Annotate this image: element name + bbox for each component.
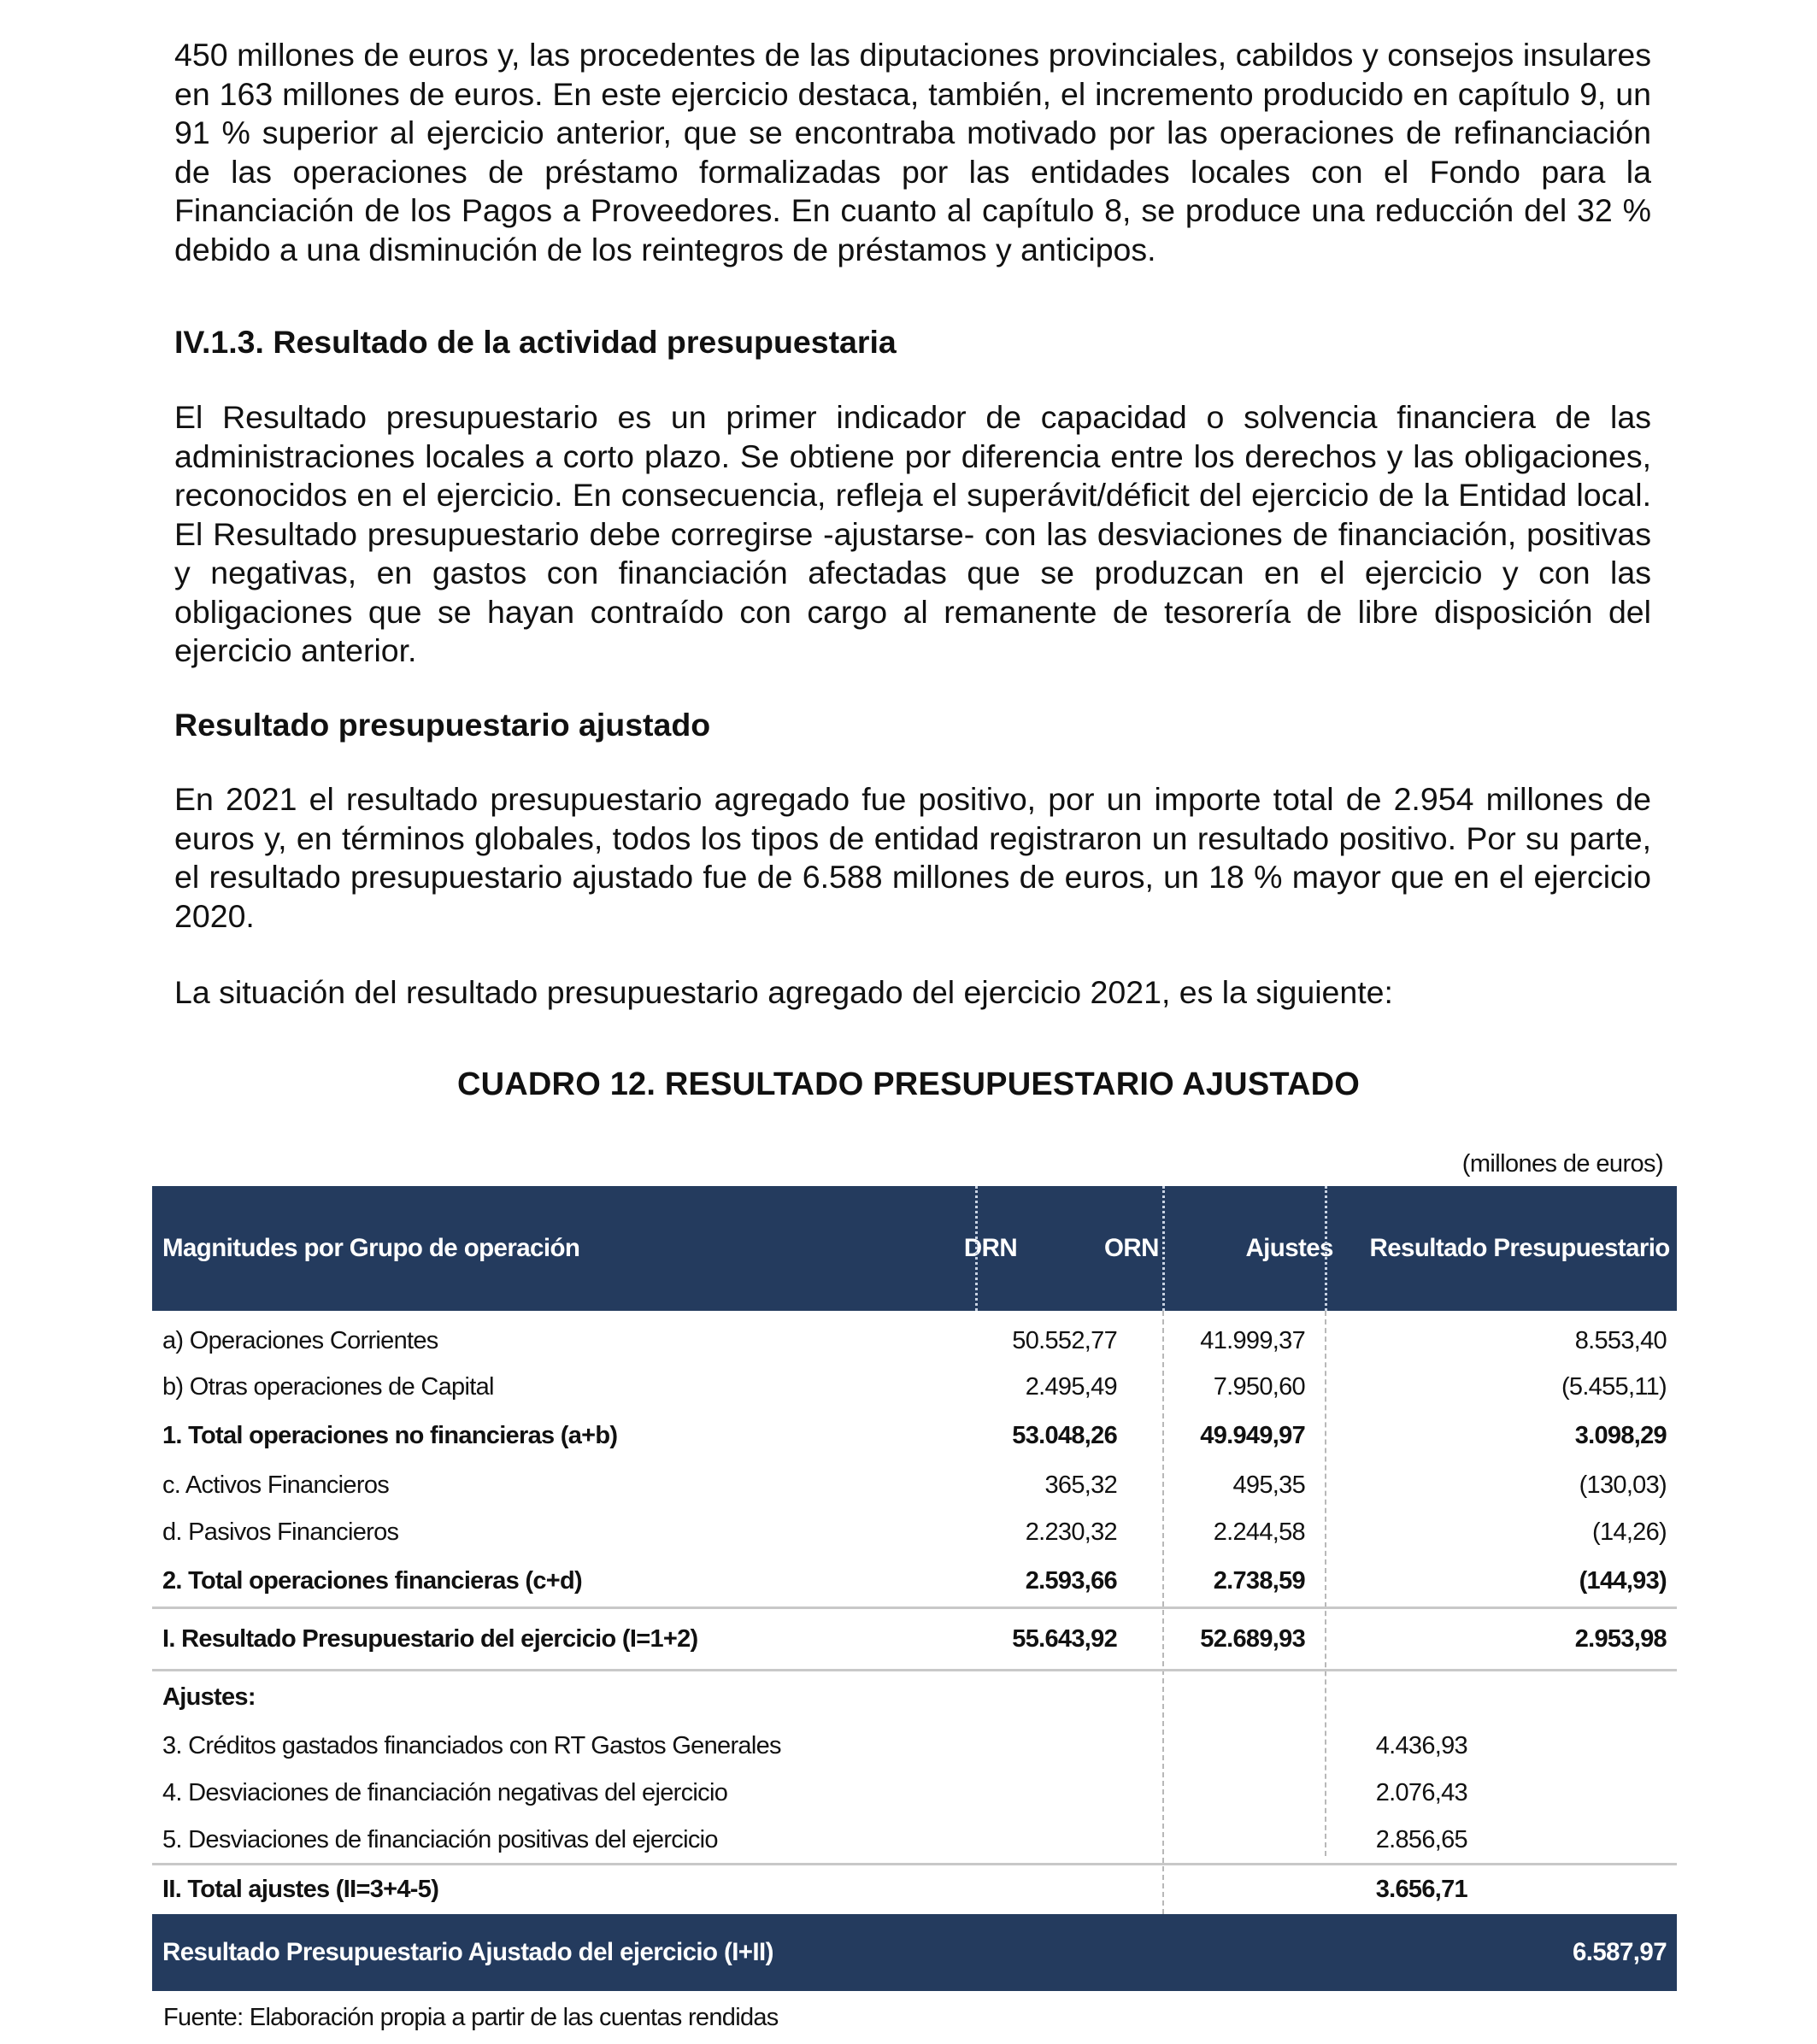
row-ajustes (1315, 1318, 1478, 1364)
row-drn: 2.495,49 (1025, 1372, 1117, 1401)
row-ajustes (1315, 1364, 1478, 1410)
table-row-total (152, 1555, 1677, 1606)
header-separator (1162, 1186, 1165, 1311)
row-label: Ajustes: (162, 1683, 256, 1711)
header-magnitudes: Magnitudes por Grupo de operación (162, 1234, 580, 1262)
subsection-heading: Resultado presupuestario ajustado (174, 707, 711, 743)
row-orn (1127, 1769, 1315, 1817)
paragraph-1: 450 millones de euros y, las procedentes de las diputaciones provinciales, cabildos y consejos insulares en 163 millones de euros. En este ejercicio destaca, también, el incremento producido en capítulo 9, un 91 % superior al ejercicio anterior, que se encontraba motivado por las operaciones de refinanciación de las operaciones de préstamo formalizadas por las entidades locales con el Fondo para la Financiación de los Pagos a Proveedores. En cuanto al capítulo 8, se produce una reducción del 32 % debido a una disminución de los reintegros de préstamos y anticipos. (174, 37, 1651, 267)
row-resultado: 2.953,98 (1574, 1624, 1667, 1653)
row-label: c. Activos Financieros (162, 1471, 390, 1499)
row-resultado: 8.553,40 (1574, 1326, 1667, 1354)
row-drn: 53.048,26 (1012, 1421, 1117, 1449)
row-resultado (1478, 1769, 1677, 1817)
paragraph-2: El Resultado presupuestario es un primer indicador de capacidad o solvencia financiera de las administraciones locales a corto plazo. Se obtiene por diferencia entre los derechos y las obligaciones, reconocidos en el ejercicio. En consecuencia, refleja el superávit/déficit del ejercicio de la Entidad local. El Resultado presupuestario debe corregirse -ajustarse- con las desviaciones de financiación, positivas y negativas, en gastos con financiación afectadas que se produzcan en el ejercicio y con las obligaciones que se hayan contraído con cargo al remanente de tesorería de libre disposición del ejercicio anterior. (174, 399, 1651, 668)
table-row (152, 1817, 1677, 1863)
row-ajustes (1315, 1509, 1478, 1555)
row-label: 1. Total operaciones no financieras (a+b) (162, 1421, 618, 1449)
table-row (152, 1364, 1677, 1410)
row-drn: 50.552,77 (1012, 1326, 1117, 1354)
table-row-subheading (152, 1671, 853, 1723)
row-orn: 495,35 (1232, 1471, 1305, 1499)
row-drn: 2.230,32 (1025, 1518, 1117, 1546)
paragraph-4: La situación del resultado presupuestario agregado del ejercicio 2021, es la siguiente: (174, 974, 1393, 1010)
table-row (152, 1723, 1677, 1769)
row-orn: 52.689,93 (1200, 1624, 1305, 1653)
row-label: b) Otras operaciones de Capital (162, 1372, 494, 1401)
row-drn (853, 1817, 1127, 1863)
section-heading: IV.1.3. Resultado de la actividad presupuestaria (174, 324, 897, 360)
row-orn: 7.950,60 (1213, 1372, 1305, 1401)
row-ajustes (1315, 1461, 1478, 1509)
header-separator (975, 1186, 978, 1311)
table-row (152, 1461, 1677, 1509)
row-orn: 41.999,37 (1200, 1326, 1305, 1354)
row-ajustes (1315, 1555, 1478, 1606)
row-resultado: (5.455,11) (1561, 1372, 1667, 1401)
row-orn: 49.949,97 (1200, 1421, 1305, 1449)
table-units: (millones de euros) (1461, 1150, 1663, 1178)
row-drn: 365,32 (1044, 1471, 1117, 1499)
row-ajustes: 3.656,71 (1375, 1876, 1467, 1903)
row-label: I. Resultado Presupuestario del ejercicio (I=1+2) (162, 1624, 698, 1653)
header-drn: DRN (963, 1234, 1018, 1262)
row-label: II. Total ajustes (II=3+4-5) (162, 1876, 439, 1903)
row-resultado (1478, 1865, 1677, 1914)
row-ajustes (1315, 1410, 1478, 1461)
row-drn (853, 1723, 1127, 1769)
row-label: 2. Total operaciones financieras (c+d) (162, 1566, 582, 1595)
header-ajustes: Ajustes (1245, 1234, 1333, 1262)
row-resultado (1478, 1817, 1677, 1863)
table-row-result (152, 1609, 1677, 1669)
row-ajustes (1315, 1609, 1478, 1669)
row-orn (1127, 1865, 1315, 1914)
row-resultado: (14,26) (1592, 1518, 1667, 1546)
row-drn (853, 1769, 1127, 1817)
row-resultado: 3.098,29 (1574, 1421, 1667, 1449)
row-label: 4. Desviaciones de financiación negativas del ejercicio (162, 1778, 728, 1806)
footer-label: Resultado Presupuestario Ajustado del ejercicio (I+II) (162, 1938, 773, 1966)
row-drn: 2.593,66 (1025, 1566, 1117, 1595)
table-row (152, 1769, 1677, 1817)
header-orn: ORN (1104, 1234, 1159, 1262)
table-source: Fuente: Elaboración propia a partir de las cuentas rendidas (163, 2004, 779, 2031)
row-ajustes: 2.076,43 (1375, 1778, 1467, 1806)
table-title: CUADRO 12. RESULTADO PRESUPUESTARIO AJUSTADO (456, 1066, 1360, 1102)
table-body (152, 1311, 1677, 1914)
row-orn: 2.244,58 (1213, 1518, 1305, 1546)
row-label: 5. Desviaciones de financiación positivas del ejercicio (162, 1825, 718, 1853)
table-footer-row (152, 1914, 1677, 1991)
budget-result-table (152, 1186, 1677, 1991)
table-row-total (152, 1410, 1677, 1461)
row-orn (1127, 1723, 1315, 1769)
table-header-row (152, 1186, 1677, 1311)
table-row (152, 1318, 1677, 1364)
row-drn: 55.643,92 (1012, 1624, 1117, 1653)
row-resultado: (130,03) (1579, 1471, 1667, 1499)
row-label: a) Operaciones Corrientes (162, 1326, 438, 1354)
table-row (152, 1509, 1677, 1555)
row-orn (1127, 1817, 1315, 1863)
header-resultado: Resultado Presupuestario (1369, 1234, 1670, 1262)
table-row-total-ajustes (152, 1865, 1677, 1914)
footer-resultado: 6.587,97 (1572, 1938, 1667, 1966)
row-label: d. Pasivos Financieros (162, 1518, 399, 1546)
row-ajustes: 2.856,65 (1375, 1825, 1467, 1853)
row-drn (853, 1865, 1127, 1914)
row-resultado (1478, 1723, 1677, 1769)
row-resultado: (144,93) (1579, 1566, 1667, 1595)
row-label: 3. Créditos gastados financiados con RT Gastos Generales (162, 1731, 781, 1759)
header-separator (1325, 1186, 1327, 1311)
row-ajustes: 4.436,93 (1375, 1731, 1467, 1759)
row-orn: 2.738,59 (1213, 1566, 1305, 1595)
paragraph-3: En 2021 el resultado presupuestario agregado fue positivo, por un importe total de 2.954 millones de euros y, en términos globales, todos los tipos de entidad registraron un resultado positivo. Por su parte, el resultado presupuestario ajustado fue de 6.588 millones de euros, un 18 % mayor que en el ejercicio 2020. (174, 781, 1651, 934)
